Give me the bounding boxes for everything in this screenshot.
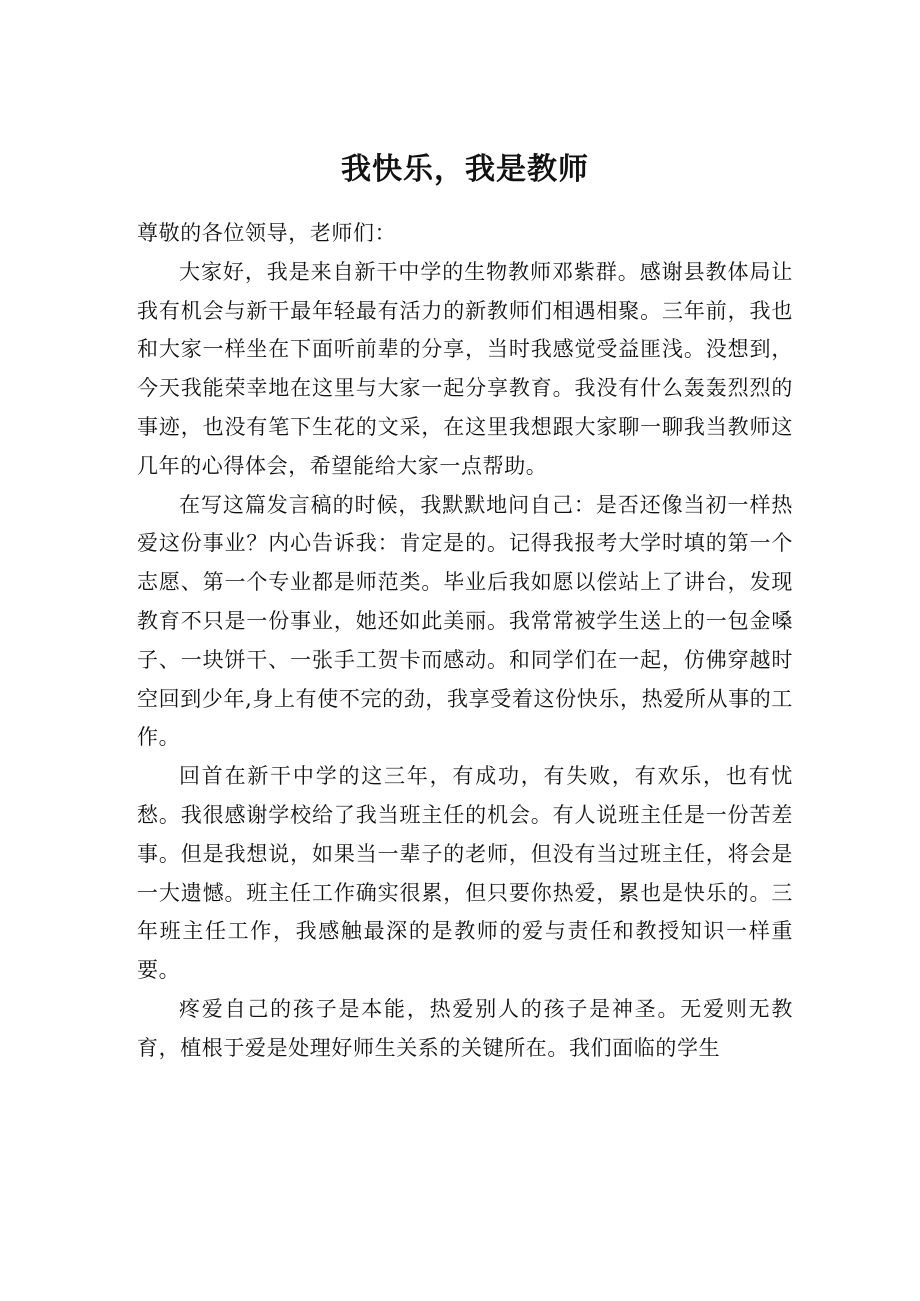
paragraph-introduction: 大家好，我是来自新干中学的生物教师邓紫群。感谢县教体局让我有机会与新干最年轻最有活力的新教师们相遇相聚。三年前，我也和大家一样坐在下面听前辈的分享，当时我感觉受益匪浅。没想到，今天我能荣幸地在这里与大家一起分享教育。我没有什么轰轰烈烈的事迹，也没有笔下生花的文采，在这里我想跟大家聊一聊我当教师这几年的心得体会，希望能给大家一点帮助。 [137, 259, 793, 478]
salutation: 尊敬的各位领导，老师们： [137, 221, 397, 245]
paragraph-love-students: 疼爱自己的孩子是本能，热爱别人的孩子是神圣。无爱则无教育，植根于爱是处理好师生关系的关键所在。我们面临的学生 [137, 996, 793, 1060]
document-page [137, 0, 793, 1301]
paragraph-love-of-teaching: 在写这篇发言稿的时候，我默默地问自己：是否还像当初一样热爱这份事业？内心告诉我：肯定是的。记得我报考大学时填的第一个志愿、第一个专业都是师范类。毕业后我如愿以偿站上了讲台，发现教育不只是一份事业，她还如此美丽。我常常被学生送上的一包金嗓子、一块饼干、一张手工贺卡而感动。和同学们在一起，仿佛穿越时空回到少年,身上有使不完的劲，我享受着这份快乐，热爱所从事的工作。 [137, 492, 793, 750]
document-title: 我快乐，我是教师 [341, 152, 589, 187]
document-body [137, 214, 793, 1068]
paragraph-class-teacher: 回首在新干中学的这三年，有成功，有失败，有欢乐，也有忧愁。我很感谢学校给了我当班主任的机会。有人说班主任是一份苦差事。但是我想说，如果当一辈子的老师，但没有当过班主任，将会是一大遗憾。班主任工作确实很累，但只要你热爱，累也是快乐的。三年班主任工作，我感触最深的是教师的爱与责任和教授知识一样重要。 [137, 764, 793, 983]
